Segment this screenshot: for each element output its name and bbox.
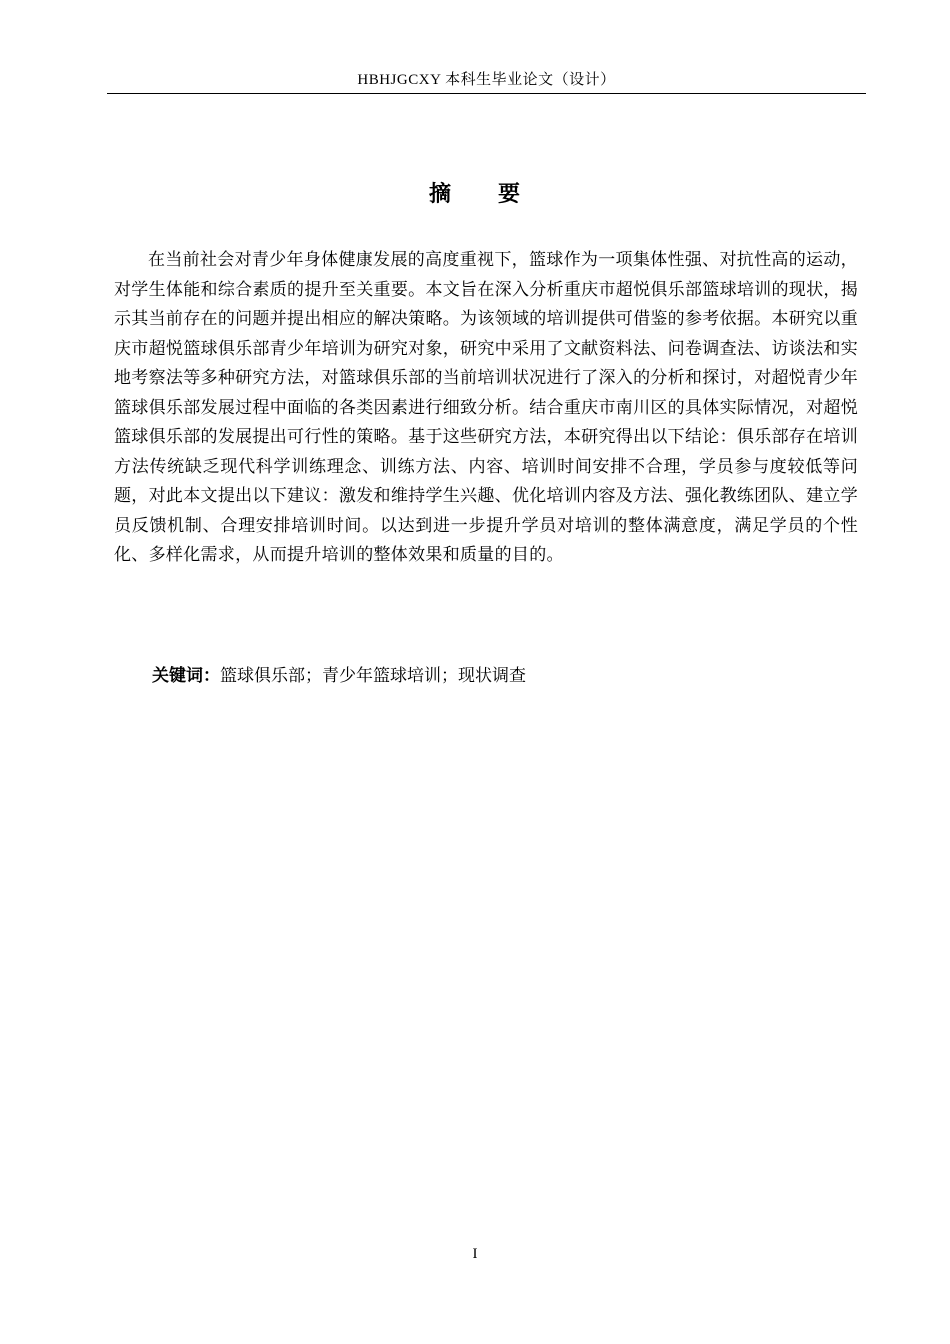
abstract-title bbox=[0, 180, 950, 210]
title-char-2: 要 bbox=[498, 182, 522, 207]
abstract-body: 在当前社会对青少年身体健康发展的高度重视下，篮球作为一项集体性强、对抗性高的运动，对学生体能和综合素质的提升至关重要。本文旨在深入分析重庆市超悦俱乐部篮球培训的现状，揭示其当前存在的问题并提出相应的解决策略。为该领域的培训提供可借鉴的参考依据。本研究以重庆市超悦篮球俱乐部青少年培训为研究对象，研究中采用了文献资料法、问卷调查法、访谈法和实地考察法等多种研究方法，对篮球俱乐部的当前培训状况进行了深入的分析和探讨，对超悦青少年篮球俱乐部发展过程中面临的各类因素进行细致分析。结合重庆市南川区的具体实际情况，对超悦篮球俱乐部的发展提出可行性的策略。基于这些研究方法，本研究得出以下结论：俱乐部存在培训方法传统缺乏现代科学训练理念、训练方法、内容、培训时间安排不合理，学员参与度较低等问题，对此本文提出以下建议：激发和维持学生兴趣、优化培训内容及方法、强化教练团队、建立学员反馈机制、合理安排培训时间。以达到进一步提升学员对培训的整体满意度，满足学员的个性化、多样化需求，从而提升培训的整体效果和质量的目的。 bbox=[114, 250, 858, 565]
header-divider bbox=[107, 93, 866, 94]
keywords-values: 篮球俱乐部；青少年篮球培训；现状调查 bbox=[220, 666, 526, 686]
running-header: HBHJGCXY 本科生毕业论文（设计） bbox=[357, 72, 616, 88]
title-char-1: 摘 bbox=[428, 182, 452, 207]
keywords-label: 关键词： bbox=[152, 666, 220, 686]
page-number: I bbox=[472, 1246, 478, 1262]
keywords-line bbox=[152, 662, 526, 690]
